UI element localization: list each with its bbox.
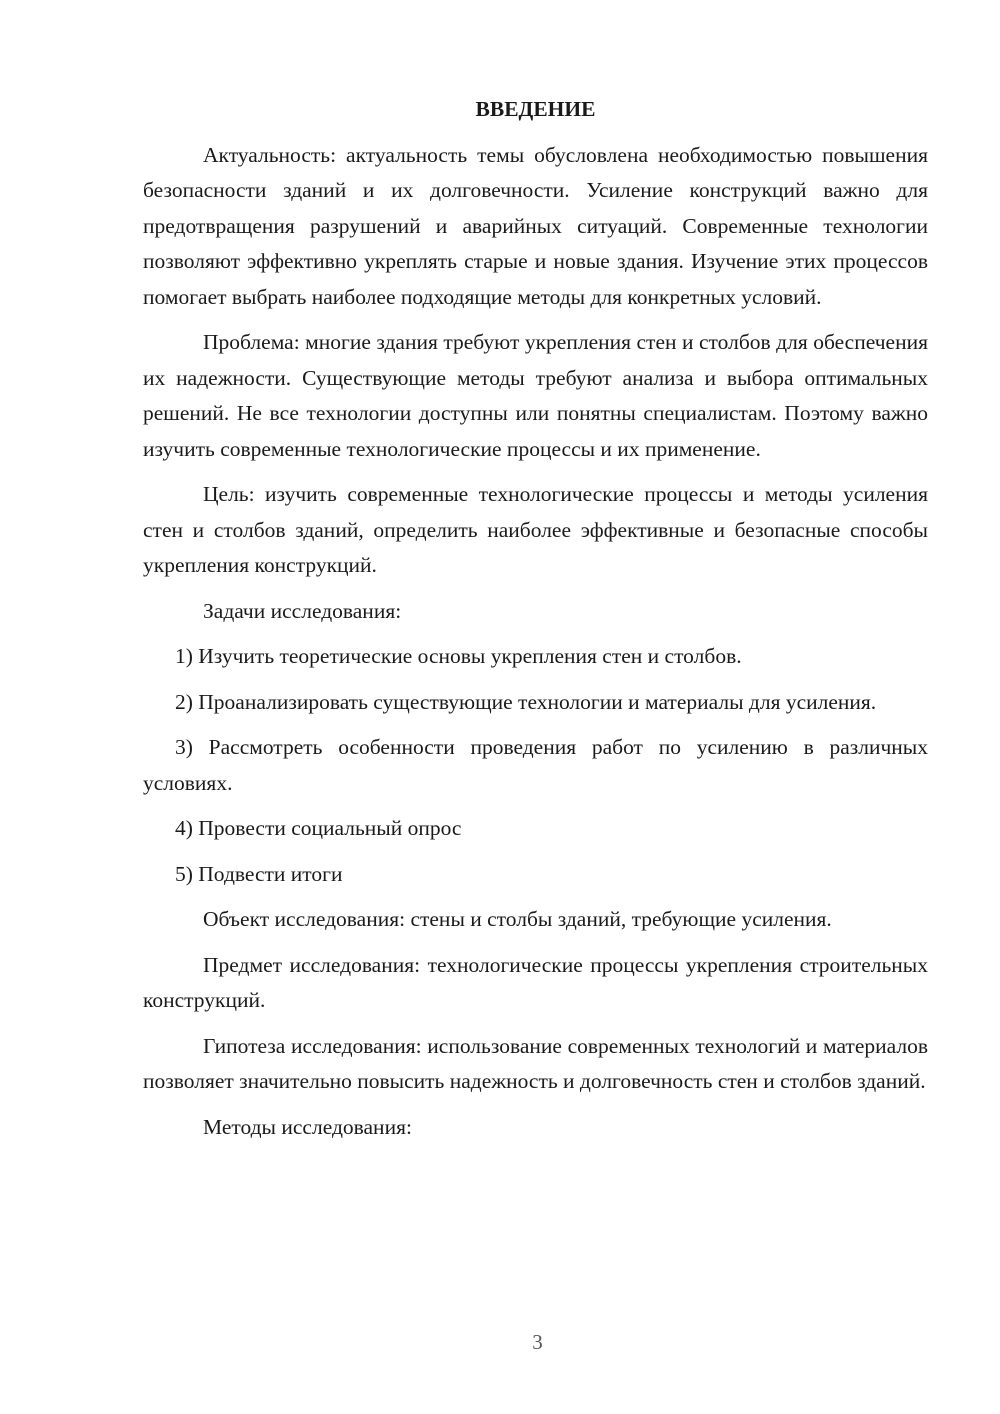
hypothesis-paragraph: Гипотеза исследования: использование современных технологий и материалов позволяет значительно повысить надежность и долговечность стен и столбов зданий. [143,1033,928,1093]
page-title: ВВЕДЕНИЕ [475,97,596,121]
subject-paragraph: Предмет исследования: технологические процессы укрепления строительных конструкций. [143,952,928,1012]
tasks-title: Задачи исследования: [203,598,402,623]
page-number: 3 [532,1330,543,1354]
relevance-paragraph: Актуальность: актуальность темы обусловлена необходимостью повышения безопасности зданий и их долговечности. Усиление конструкций важно для предотвращения разрушений и аварийных ситуаций. Современные технологии позволяют эффективно укреплять старые и новые здания. Изучение этих процессов помогает выбрать наиболее подходящие методы для конкретных условий. [143,142,928,309]
methods-paragraph: Методы исследования: [203,1114,412,1139]
problem-paragraph: Проблема: многие здания требуют укрепления стен и столбов для обеспечения их надежности. Существующие методы требуют анализа и выбора оптимальных решений. Не все технологии доступны или понятны специалистам. Поэтому важно изучить современные технологические процессы и их применение. [143,330,928,461]
list-item: 5) Подвести итоги [175,861,343,886]
list-item: 3) Рассмотреть особенности проведения работ по усилению в различных условиях. [143,735,928,795]
object-paragraph: Объект исследования: стены и столбы зданий, требующие усиления. [203,907,832,931]
list-item: 1) Изучить теоретические основы укрепления стен и столбов. [175,644,742,668]
list-item: 4) Провести социальный опрос [175,816,462,840]
list-item: 2) Проанализировать существующие технологии и материалы для усиления. [175,689,877,714]
goal-paragraph: Цель: изучить современные технологические процессы и методы усиления стен и столбов зданий, определить наиболее эффективные и безопасные способы укрепления конструкций. [143,482,928,577]
document-page [143,92,928,1155]
